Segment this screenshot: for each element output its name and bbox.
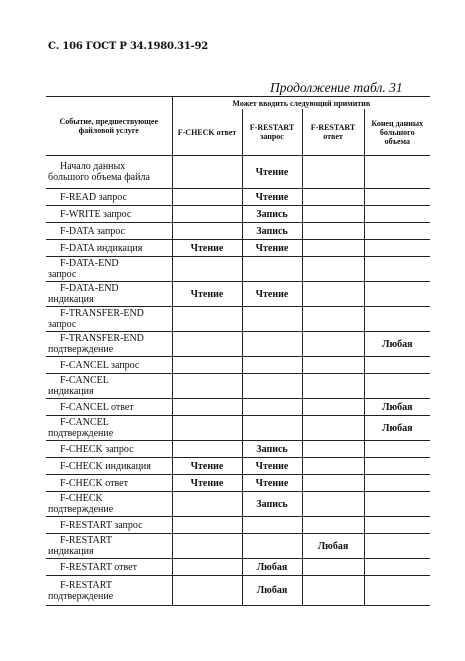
event-cell <box>46 357 172 374</box>
value-cell <box>172 374 242 399</box>
value-cell <box>302 307 364 332</box>
event-cell <box>46 189 172 206</box>
table-row <box>46 189 430 206</box>
event-line: Начало данных <box>60 161 126 172</box>
value-cell <box>364 441 430 458</box>
value-cell <box>172 257 242 282</box>
table-row <box>46 223 430 240</box>
event-line: F-CANCEL <box>60 375 109 386</box>
value-cell <box>172 206 242 223</box>
event-cell <box>46 416 172 441</box>
value-cell <box>302 282 364 307</box>
value-cell <box>242 332 302 357</box>
event-line: F-CHECK ответ <box>60 477 128 489</box>
value-cell: Запись <box>242 492 302 517</box>
value-cell <box>242 399 302 416</box>
value-cell: Запись <box>242 223 302 240</box>
event-line: F-RESTART запрос <box>60 519 143 531</box>
table-row <box>46 576 430 606</box>
table-row <box>46 374 430 399</box>
event-line: F-DATA-END <box>60 258 119 269</box>
table-body <box>46 156 430 606</box>
table-row <box>46 156 430 189</box>
value-cell <box>302 416 364 441</box>
value-cell <box>172 307 242 332</box>
event-line: индикация <box>48 294 94 305</box>
table-row <box>46 492 430 517</box>
value-cell <box>242 416 302 441</box>
value-cell: Чтение <box>242 458 302 475</box>
value-cell: Чтение <box>242 282 302 307</box>
value-cell <box>302 332 364 357</box>
event-line: большого объема файла <box>48 172 150 183</box>
value-cell <box>242 517 302 534</box>
event-cell <box>46 475 172 492</box>
table-row <box>46 458 430 475</box>
span-header: Может вводить следующий примитив <box>172 97 430 110</box>
value-cell: Чтение <box>242 189 302 206</box>
value-cell <box>172 576 242 606</box>
value-cell <box>364 240 430 257</box>
event-cell <box>46 534 172 559</box>
value-cell <box>172 332 242 357</box>
event-cell <box>46 223 172 240</box>
value-cell: Любая <box>364 399 430 416</box>
event-cell <box>46 156 172 189</box>
column-header-f-restart-request: F-RESTART запрос <box>242 109 302 156</box>
table-row <box>46 475 430 492</box>
page-code: С. 106 ГОСТ Р 34.1980.31-92 <box>48 41 209 52</box>
value-cell <box>364 534 430 559</box>
event-cell <box>46 559 172 576</box>
value-cell <box>302 399 364 416</box>
table-row <box>46 357 430 374</box>
event-line: подтверждение <box>48 590 114 602</box>
event-cell <box>46 282 172 307</box>
value-cell <box>364 156 430 189</box>
value-cell: Запись <box>242 206 302 223</box>
value-cell <box>302 475 364 492</box>
value-cell <box>364 307 430 332</box>
value-cell <box>172 357 242 374</box>
value-cell <box>242 357 302 374</box>
value-cell <box>364 559 430 576</box>
event-cell <box>46 492 172 517</box>
column-header-f-restart-response: F-RESTART ответ <box>302 109 364 156</box>
event-line: F-CHECK запрос <box>60 443 134 455</box>
value-cell <box>242 307 302 332</box>
value-cell <box>364 206 430 223</box>
value-cell: Запись <box>242 441 302 458</box>
event-line: F-CHECK индикация <box>60 460 151 472</box>
table-row <box>46 240 430 257</box>
value-cell <box>302 156 364 189</box>
value-cell <box>302 441 364 458</box>
event-line: подтверждение <box>48 504 114 515</box>
table-row <box>46 416 430 441</box>
value-cell <box>302 374 364 399</box>
value-cell <box>302 357 364 374</box>
event-line: подтверждение <box>48 428 114 439</box>
table-row <box>46 206 430 223</box>
value-cell <box>172 559 242 576</box>
continuation-table <box>46 96 430 606</box>
event-line: F-DATA индикация <box>60 242 143 254</box>
event-line: запрос <box>48 269 77 280</box>
value-cell <box>364 458 430 475</box>
value-cell: Чтение <box>242 240 302 257</box>
event-line: индикация <box>48 386 94 397</box>
value-cell <box>364 282 430 307</box>
event-cell <box>46 399 172 416</box>
value-cell <box>172 416 242 441</box>
value-cell: Чтение <box>172 475 242 492</box>
value-cell <box>172 517 242 534</box>
value-cell <box>302 576 364 606</box>
table-row <box>46 307 430 332</box>
value-cell <box>364 189 430 206</box>
value-cell: Чтение <box>172 458 242 475</box>
event-line: индикация <box>48 546 94 557</box>
value-cell: Любая <box>364 416 430 441</box>
column-header-f-check-response: F-CHECK ответ <box>172 109 242 156</box>
event-cell <box>46 517 172 534</box>
value-cell <box>302 559 364 576</box>
table-row <box>46 332 430 357</box>
table-row <box>46 399 430 416</box>
value-cell <box>302 517 364 534</box>
value-cell <box>302 458 364 475</box>
event-line: F-CANCEL ответ <box>60 401 134 413</box>
value-cell: Чтение <box>172 240 242 257</box>
value-cell: Любая <box>302 534 364 559</box>
event-cell <box>46 206 172 223</box>
value-cell: Любая <box>364 332 430 357</box>
event-line: F-TRANSFER-END <box>60 308 144 319</box>
event-line: F-CANCEL запрос <box>60 359 140 371</box>
value-cell <box>302 189 364 206</box>
value-cell <box>242 257 302 282</box>
value-cell <box>364 475 430 492</box>
event-line: F-TRANSFER-END <box>60 333 144 344</box>
value-cell: Любая <box>242 559 302 576</box>
event-cell <box>46 307 172 332</box>
event-cell <box>46 374 172 399</box>
event-line: F-RESTART <box>60 535 112 546</box>
table-row <box>46 517 430 534</box>
event-line: запрос <box>48 319 77 330</box>
value-cell <box>242 534 302 559</box>
table-caption: Продолжение табл. 31 <box>270 80 403 95</box>
value-cell <box>172 441 242 458</box>
event-line: F-CANCEL <box>60 417 109 428</box>
event-cell <box>46 240 172 257</box>
table-row <box>46 441 430 458</box>
value-cell <box>364 576 430 606</box>
value-cell <box>172 156 242 189</box>
value-cell <box>364 257 430 282</box>
event-cell <box>46 257 172 282</box>
event-line: F-DATA запрос <box>60 225 125 237</box>
table-row <box>46 282 430 307</box>
event-cell <box>46 576 172 606</box>
value-cell <box>242 374 302 399</box>
table-row <box>46 257 430 282</box>
value-cell: Чтение <box>242 475 302 492</box>
value-cell <box>172 399 242 416</box>
table-row <box>46 534 430 559</box>
event-line: F-WRITE запрос <box>60 208 132 220</box>
value-cell: Чтение <box>242 156 302 189</box>
value-cell <box>364 374 430 399</box>
event-column-header: Событие, предшествующее файловой услуге <box>46 97 172 156</box>
event-line: F-RESTART ответ <box>60 561 137 573</box>
value-cell <box>364 492 430 517</box>
event-line: F-RESTART <box>60 579 112 591</box>
value-cell <box>172 534 242 559</box>
value-cell <box>172 223 242 240</box>
event-line: подтверждение <box>48 344 114 355</box>
value-cell <box>364 223 430 240</box>
value-cell: Чтение <box>172 282 242 307</box>
value-cell <box>302 240 364 257</box>
event-cell <box>46 441 172 458</box>
event-line: F-READ запрос <box>60 191 127 203</box>
table-row <box>46 559 430 576</box>
value-cell <box>302 492 364 517</box>
value-cell <box>172 189 242 206</box>
value-cell: Любая <box>242 576 302 606</box>
event-cell <box>46 458 172 475</box>
value-cell <box>172 492 242 517</box>
value-cell <box>302 206 364 223</box>
event-line: F-CHECK <box>60 493 103 504</box>
event-line: F-DATA-END <box>60 283 119 294</box>
value-cell <box>364 357 430 374</box>
column-header-bulk-data-end: Конец данных большого объема <box>364 109 430 156</box>
value-cell <box>302 223 364 240</box>
value-cell <box>364 517 430 534</box>
event-cell <box>46 332 172 357</box>
value-cell <box>302 257 364 282</box>
